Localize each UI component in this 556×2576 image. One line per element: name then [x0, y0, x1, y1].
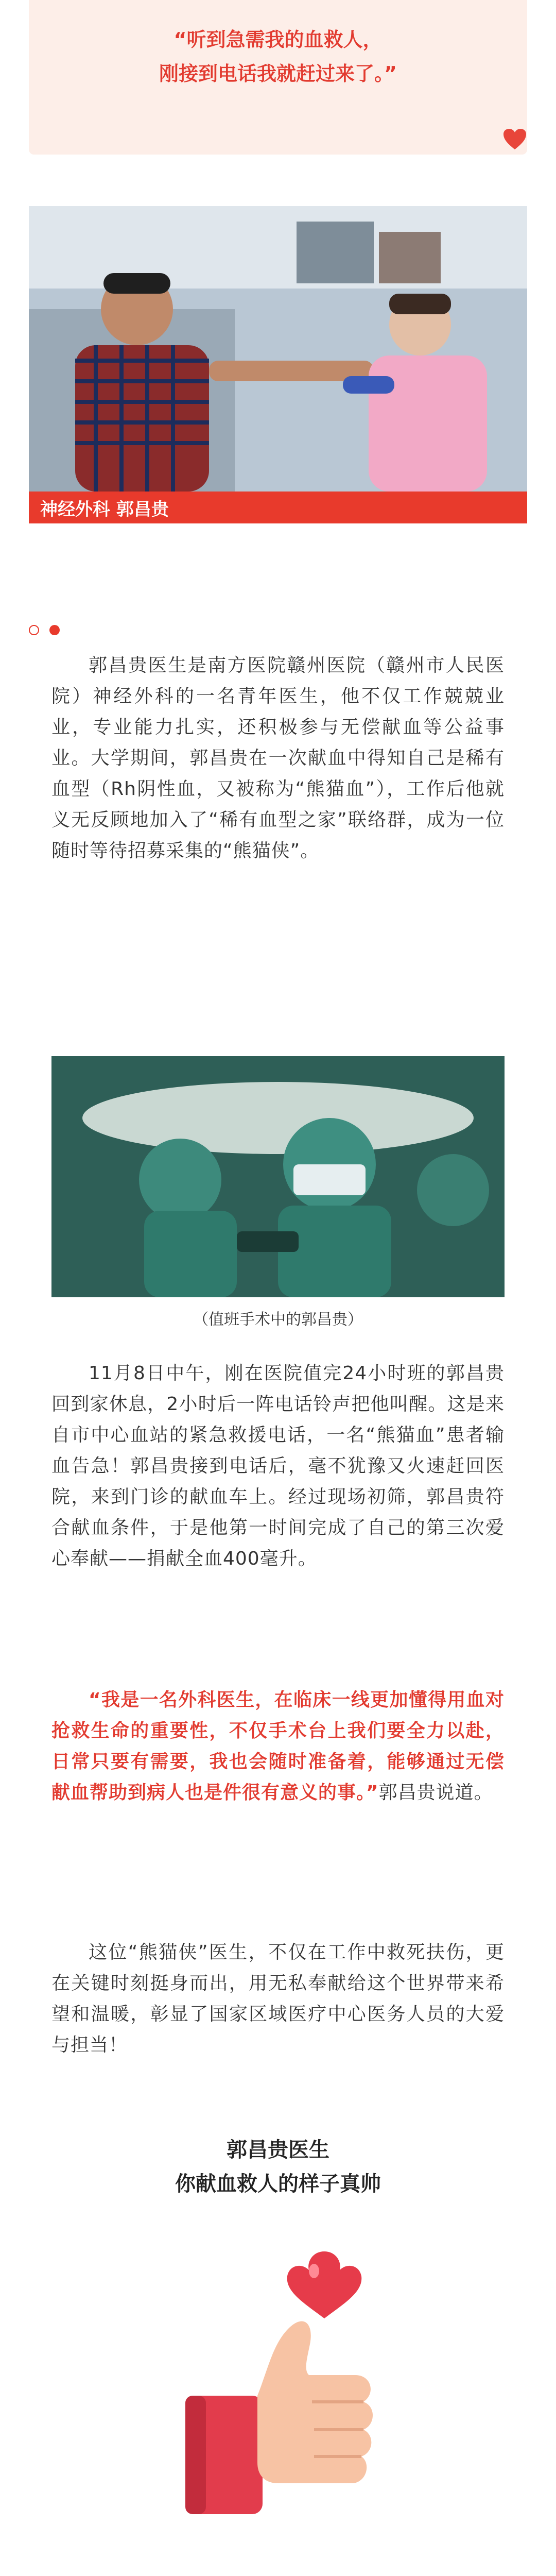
tribute-title: [0, 2133, 556, 2201]
carousel-dot-2[interactable]: [49, 625, 60, 635]
surgery-photo: [51, 1056, 505, 1297]
doctor-quote-attribution: 郭昌贵说道。: [378, 1782, 493, 1803]
paragraph-intro: 郭昌贵医生是南方医院赣州医院（赣州市人民医院）神经外科的一名青年医生，他不仅工作兢兢业业，专业能力扎实，还积极参与无偿献血等公益事业。大学期间，郭昌贵在一次献血中得知自己是稀有血型（Rh阴性血，又被称为“熊猫血”），工作后他就义无反顾地加入了“稀有血型之家”联络群，成为一位随时等待招募采集的“熊猫侠”。: [51, 655, 505, 861]
tribute-line-1: 郭昌贵医生: [227, 2138, 329, 2162]
doctor-quote: “我是一名外科医生，在临床一线更加懂得用血对抢救生命的重要性，不仅手术台上我们要全力以赴，日常只要有需要，我也会随时准备着，能够通过无偿献血帮助到病人也是件很有意义的事。”: [51, 1689, 505, 1803]
quote-line-2: 刚接到电话我就赶过来了。”: [159, 62, 397, 85]
carousel-dots: [29, 624, 70, 637]
tribute-line-2: 你献血救人的样子真帅: [175, 2172, 381, 2196]
thumbs-up-icon: [160, 2241, 396, 2519]
carousel-dot-1[interactable]: [29, 625, 39, 635]
paragraph-praise: 这位“熊猫侠”医生，不仅在工作中救死扶伤，更在关键时刻挺身而出，用无私奉献给这个世界带来希望和温暖，彰显了国家区域医疗中心医务人员的大爱与担当！: [51, 1942, 505, 2056]
photo2-caption: （值班手术中的郭昌贵）: [193, 1311, 363, 1329]
donation-photo: [29, 206, 527, 492]
quote-text: [29, 23, 527, 91]
heart-icon: [502, 128, 527, 150]
paragraph-story: 11月8日中午，刚在医院值完24小时班的郭昌贵回到家休息，2小时后一阵电话铃声把他叫醒。这是来自市中心血站的紧急救援电话，一名“熊猫血”患者输血告急！郭昌贵接到电话后，毫不犹豫又火速赶回医院，来到门诊的献血车上。经过现场初筛，郭昌贵符合献血条件，于是他第一时间完成了自己的第三次爱心奉献——捐献全血400毫升。: [51, 1363, 505, 1569]
photo1-caption: 神经外科 郭昌贵: [29, 492, 527, 523]
paragraph-appeal: [51, 2571, 505, 2576]
quote-line-1: “听到急需我的血救人，: [173, 28, 383, 51]
paragraph-quote: [51, 1685, 505, 1808]
